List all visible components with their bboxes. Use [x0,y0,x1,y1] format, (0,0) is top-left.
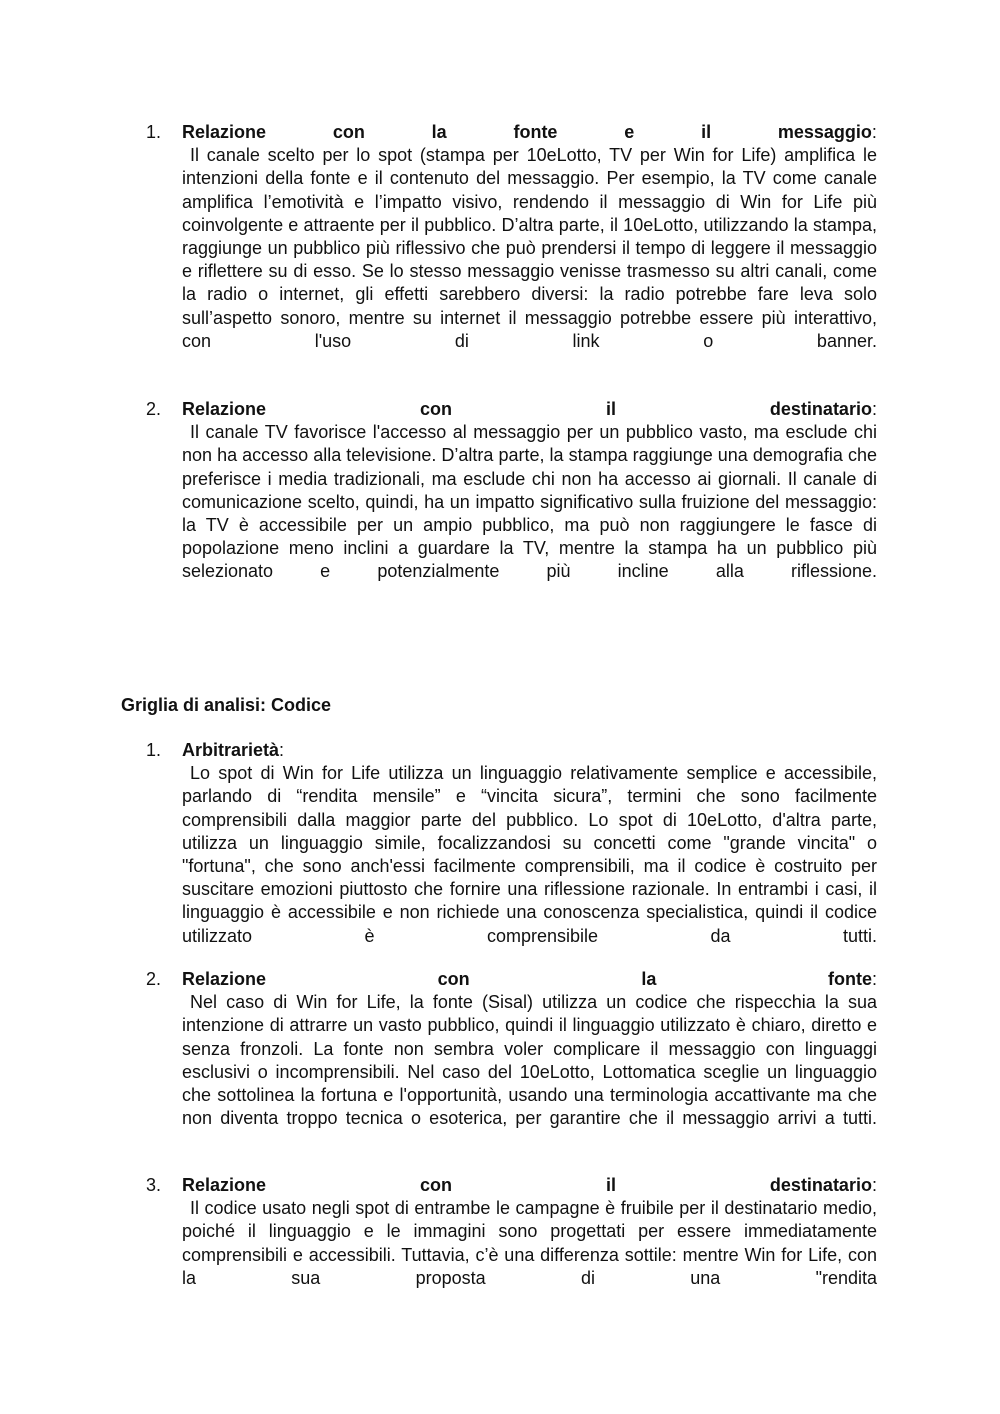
channel-analysis-list [0,121,877,353]
list-item [0,739,877,948]
item-heading: Relazione con la fonte: [182,969,877,989]
list-item [0,968,877,1130]
section-heading: Griglia di analisi: Codice [121,695,332,715]
code-analysis-list [0,739,877,948]
code-analysis-list-3 [0,1174,877,1290]
item-heading: Relazione con il destinatario: [182,1175,877,1195]
list-paragraph [182,1174,877,1290]
item-body: Nel caso di Win for Life, la fonte (Sisal) utilizza un codice che rispecchia la sua intenzione di attrarre un vasto pubblico, quindi il linguaggio utilizzato è chiaro, diretto e senza fronzoli. La fonte non sembra voler complicare il messaggio con linguaggi esclusivi o incomprensibili. Nel caso del 10eLotto, Lottomatica sceglie un linguaggio che sottolinea la fortuna e l'opportunità, usando una terminologia accattivante ma che non diventa troppo tecnica o esoterica, per garantire che il messaggio arrivi a tutti. [182,992,877,1129]
item-body: Il canale scelto per lo spot (stampa per 10eLotto, TV per Win for Life) amplifica le intenzioni della fonte e il contenuto del messaggio. Per esempio, la TV come canale amplifica l’emotività e l’impatto visivo, rendendo il messaggio di Win for Life più coinvolgente e attraente per il pubblico. D’altra parte, il 10eLotto, utilizzando la stampa, raggiunge un pubblico più riflessivo che può prendersi il tempo di leggere il messaggio e riflettere su di esso. Se lo stesso messaggio venisse trasmesso su altri canali, come la radio o internet, gli effetti sarebbero diversi: la radio potrebbe fare leva solo sull’aspetto sonoro, mentre su internet il messaggio potrebbe essere più interattivo, con l'uso di link o banner. [182,145,877,351]
list-number: 2. [146,969,162,989]
list-paragraph [182,121,877,353]
list-number: 3. [146,1175,162,1195]
code-analysis-list-2 [0,968,877,1130]
list-item [0,398,877,584]
list-item [0,121,877,353]
channel-analysis-list-2 [0,398,877,584]
list-paragraph [182,968,877,1130]
list-paragraph [182,739,877,948]
item-heading: Relazione con la fonte e il messaggio: [182,122,877,142]
list-number: 1. [146,740,162,760]
list-number: 2. [146,399,162,419]
item-heading: Relazione con il destinatario: [182,399,877,419]
item-body: Il canale TV favorisce l'accesso al messaggio per un pubblico vasto, ma esclude chi non ha accesso alla televisione. D’altra parte, la stampa raggiunge una demografia che preferisce i media tradizionali, ma esclude chi non ha accesso ai giornali. Il canale di comunicazione scelto, quindi, ha un impatto significativo sulla fruizione del messaggio: la TV è accessibile per un ampio pubblico, ma può non raggiungere le fasce di popolazione meno inclini a guardare la TV, mentre la stampa ha un pubblico più selezionato e potenzialmente più incline alla riflessione. [182,422,877,582]
list-paragraph [182,398,877,584]
list-item [0,1174,877,1290]
item-body: Lo spot di Win for Life utilizza un linguaggio relativamente semplice e accessibile, parlando di “rendita mensile” e “vincita sicura”, termini che sono facilmente comprensibili dalla maggior parte del pubblico. Lo spot di 10eLotto, d'altra parte, utilizza un linguaggio simile, focalizzandosi su concetti come "grande vincita" o "fortuna", che sono anch'essi facilmente comprensibili, ma il codice è costruito per suscitare emozioni piuttosto che fornire una riflessione razionale. In entrambi i casi, il linguaggio è accessibile e non richiede una conoscenza specialistica, quindi il codice utilizzato è comprensibile da tutti. [182,763,877,946]
list-number: 1. [146,122,162,142]
item-heading: Arbitrarietà: [182,740,285,760]
item-body: Il codice usato negli spot di entrambe le campagne è fruibile per il destinatario medio, poiché il linguaggio e le immagini sono progettati per essere immediatamente comprensibili e accessibili. Tuttavia, c’è una differenza sottile: mentre Win for Life, con la sua proposta di una "rendita [182,1198,877,1288]
